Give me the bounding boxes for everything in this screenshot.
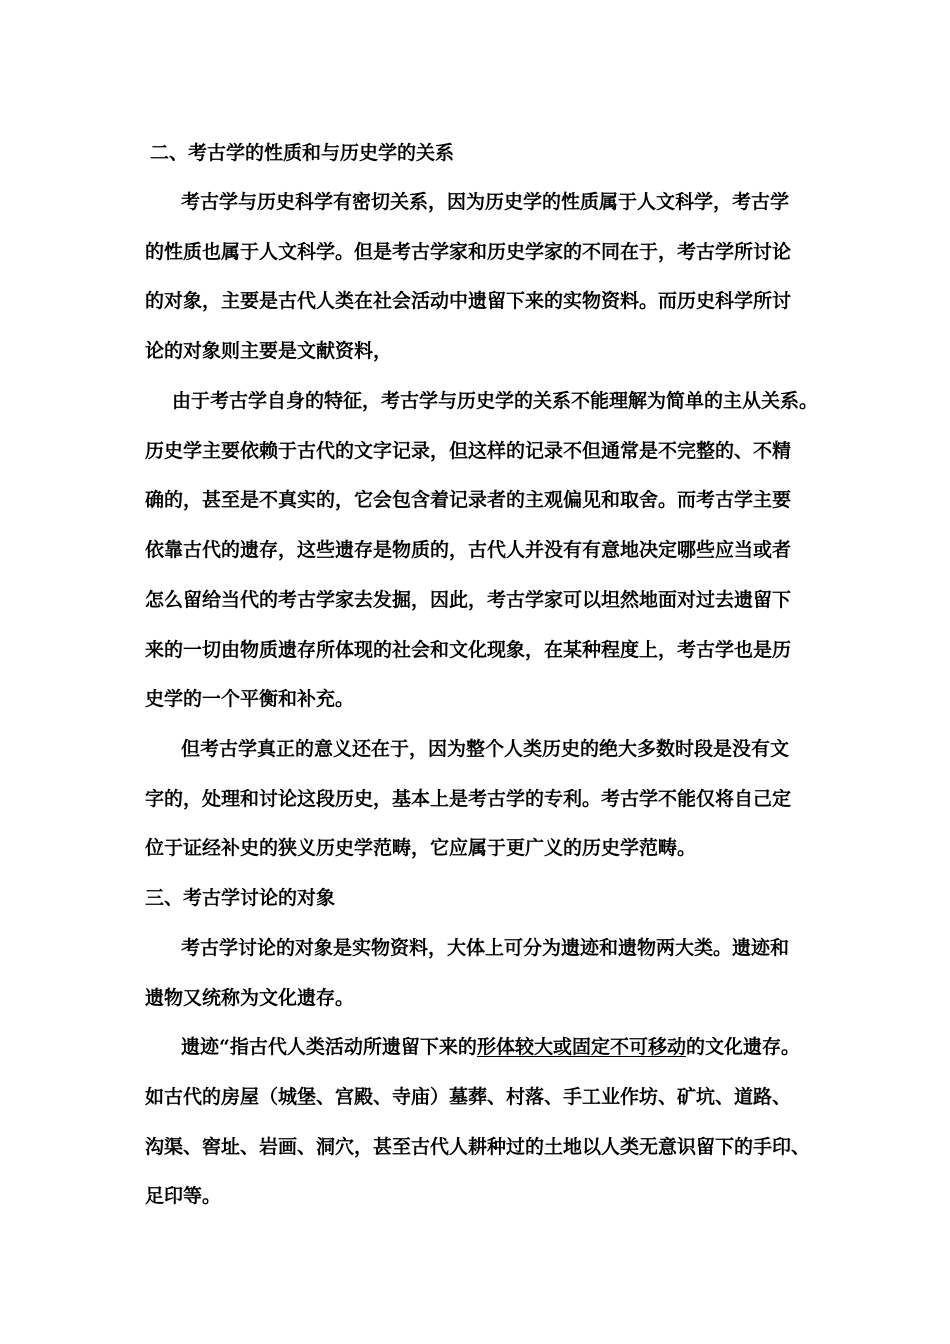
text-segment: 遗迹“指古代人类活动所遗留下来的 — [181, 1036, 477, 1058]
paragraph-line: 考古学讨论的对象是实物资料，大体上可分为遗迹和遗物两大类。遗迹和 — [181, 937, 790, 959]
paragraph-line: 的对象，主要是古代人类在社会活动中遗留下来的实物资料。而历史科学所讨 — [145, 290, 792, 312]
paragraph-line: 史学的一个平衡和补充。 — [145, 688, 355, 710]
paragraph-line: 的性质也属于人文科学。但是考古学家和历史学家的不同在于，考古学所讨论 — [145, 241, 792, 263]
paragraph-line: 但考古学真正的意义还在于，因为整个人类历史的绝大多数时段是没有文 — [181, 738, 790, 760]
paragraph-line: 依靠古代的遗存，这些遗存是物质的，古代人并没有有意地决定哪些应当或者 — [145, 539, 792, 561]
section-heading: 三、考古学讨论的对象 — [145, 887, 336, 909]
paragraph-line: 遗物又统称为文化遗存。 — [145, 987, 355, 1009]
paragraph-line: 怎么留给当代的考古学家去发掘，因此，考古学家可以坦然地面对过去遗留下 — [145, 589, 792, 611]
text-segment: 的文化遗存。 — [685, 1036, 800, 1058]
paragraph-line: 论的对象则主要是文献资料， — [145, 340, 393, 362]
paragraph-line — [181, 1034, 861, 1060]
paragraph-line: 足印等。 — [145, 1185, 222, 1207]
paragraph-line: 考古学与历史科学有密切关系，因为历史学的性质属于人文科学，考古学 — [181, 191, 790, 213]
paragraph-line: 来的一切由物质遗存所体现的社会和文化现象，在某种程度上，考古学也是历 — [145, 639, 792, 661]
underlined-text: 形体较大或固定不可移动 — [476, 1036, 686, 1058]
section-heading: 二、考古学的性质和与历史学的关系 — [150, 142, 455, 164]
paragraph-line: 位于证经补史的狭义历史学范畴，它应属于更广义的历史学范畴。 — [145, 837, 697, 859]
paragraph-line: 沟渠、窖址、岩画、洞穴，甚至古代人耕种过的土地以人类无意识留下的手印、 — [145, 1136, 811, 1158]
paragraph-line: 历史学主要依赖于古代的文字记录，但这样的记录不但通常是不完整的、不精 — [145, 440, 792, 462]
paragraph-line: 由于考古学自身的特征，考古学与历史学的关系不能理解为简单的主从关系。 — [172, 390, 819, 412]
paragraph-line: 如古代的房屋（城堡、宫殿、寺庙）墓葬、村落、手工业作坊、矿坑、道路、 — [145, 1086, 792, 1108]
paragraph-line: 字的，处理和讨论这段历史，基本上是考古学的专利。考古学不能仅将自己定 — [145, 788, 792, 810]
paragraph-line: 确的，甚至是不真实的，它会包含着记录者的主观偏见和取舍。而考古学主要 — [145, 489, 792, 511]
